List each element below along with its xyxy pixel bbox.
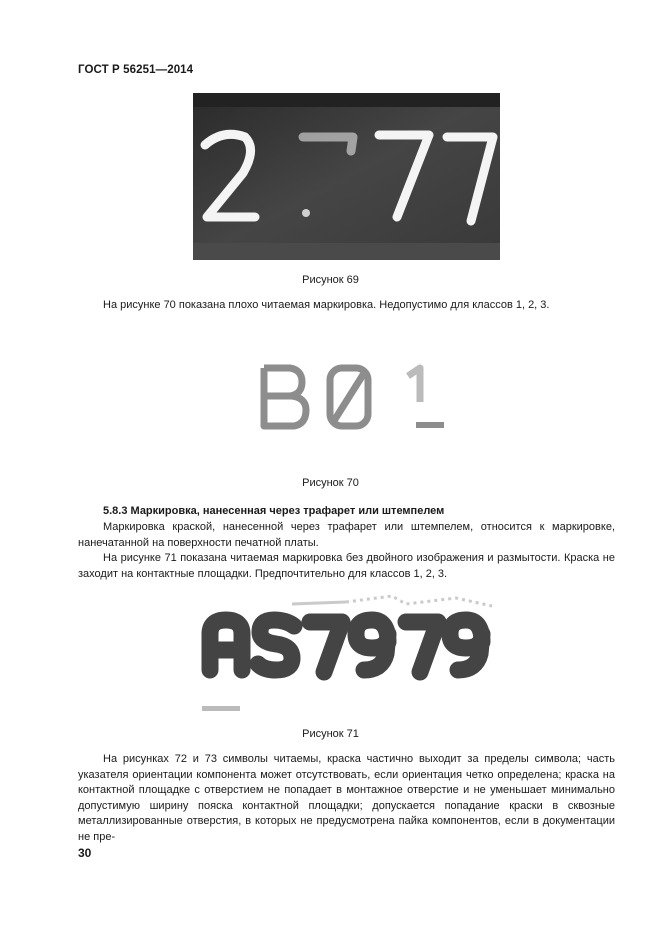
figure-70-image [258, 362, 458, 439]
letter-A [210, 620, 242, 670]
section-paragraph-2: На рисунке 71 показана читаемая маркировка без двойного изображения и размытости. Краска не заходит на контактные площадки. Предпочтительно для классов 1, 2, 3. [78, 552, 615, 580]
figure-71-caption: Рисунок 71 [302, 728, 359, 740]
figure-70-intro: На рисунке 70 показана плохо читаемая маркировка. Недопустимо для классов 1, 2, 3. [103, 299, 550, 311]
letter-B [264, 368, 306, 426]
digit-9a [356, 620, 388, 670]
standard-header: ГОСТ Р 56251—2014 [78, 64, 194, 76]
digit-7b [406, 622, 438, 672]
page-number: 30 [78, 846, 92, 860]
section-heading-5-8-3: 5.8.3 Маркировка, нанесенная через трафарет или штемпелем [103, 505, 445, 517]
figure-71-image [196, 594, 496, 721]
digit-1-partial [408, 368, 420, 402]
figure-70-caption: Рисунок 70 [302, 477, 359, 489]
figure-69-caption: Рисунок 69 [302, 274, 359, 286]
section-paragraph-1: Маркировка краской, нанесенной через трафарет или штемпелем, относится к маркировке, нанечатанной на поверхности печатной платы. [78, 521, 615, 549]
figure-69-image [193, 93, 500, 260]
digit-9b [450, 620, 482, 670]
paragraph-fig72-73: На рисунках 72 и 73 символы читаемы, краска частично выходит за пределы символа; часть указателя ориентации компонента может отсутствовать, если ориентация четко определена; краска на контактной площадке с отверстием не попадает в монтажное отверстие и не уменьшает минимально допустимую ширину пояска контактной площадки; допускается попадание краски в сквозные металлизированные отверстия, в которых не предусмотрена пайка компонентов, если в документации не пре- [78, 753, 615, 843]
digit-7 [310, 622, 342, 672]
letter-S [258, 620, 294, 670]
